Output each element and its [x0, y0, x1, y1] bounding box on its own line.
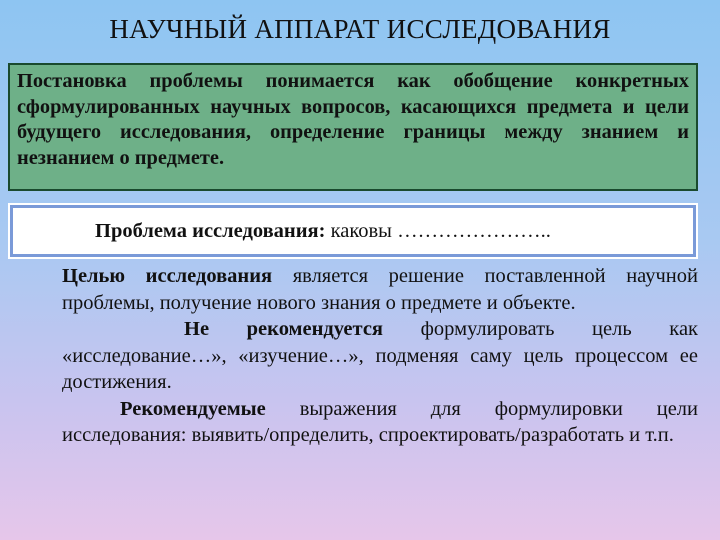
problem-line: [95, 220, 551, 243]
goal-bold: Целью исследования: [62, 265, 273, 287]
goal-paragraph: [62, 263, 698, 316]
definition-box: [8, 63, 698, 191]
problem-label: Проблема исследования:: [95, 220, 326, 242]
not-recommended-paragraph: [62, 316, 698, 396]
body-text: [62, 263, 698, 449]
not-recommended-text: формулировать цель как «исследование…», «изучение…», подменяя саму цель процессом ее достижения.: [62, 318, 698, 393]
problem-text: каковы …………………..: [325, 220, 551, 242]
definition-text: Постановка проблемы понимается как обобщение конкретных сформулированных научных вопросов, касающихся предмета и цели будущего исследования, определение границы между знанием и незнанием о предмете.: [17, 70, 689, 169]
slide-title: НАУЧНЫЙ АППАРАТ ИССЛЕДОВАНИЯ: [109, 14, 611, 44]
goal-text: является решение поставленной научной проблемы, получение нового знания о предмете и объекте.: [62, 265, 698, 314]
recommended-paragraph: [62, 396, 698, 449]
not-recommended-bold: Не рекомендуется: [184, 318, 384, 340]
recommended-bold: Рекомендуемые: [120, 397, 266, 420]
problem-box: [10, 205, 696, 257]
recommended-text: выражения для формулировки цели исследования: выявить/определить, спроектировать/разработать и т.п.: [62, 397, 698, 446]
